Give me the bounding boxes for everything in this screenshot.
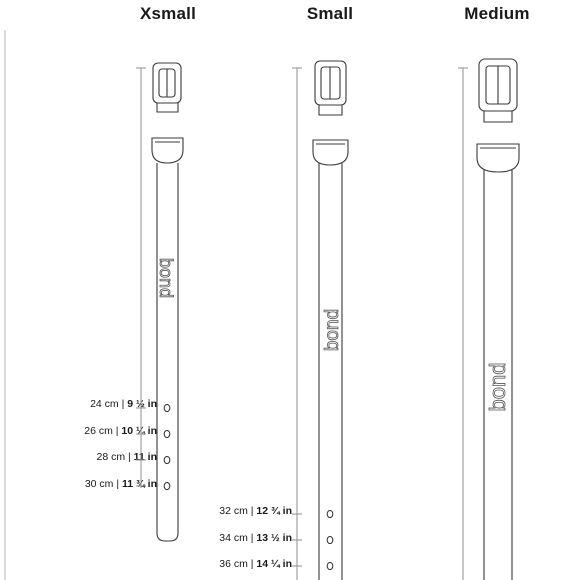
size-label: 30 cm | 11 ¾ in <box>84 478 157 490</box>
brand-logo-small: bond <box>322 308 343 352</box>
size-label: 34 cm | 13 ½ in <box>219 532 292 544</box>
size-label: 26 cm | 10 ¼ in <box>84 425 157 437</box>
collar-title-medium: Medium <box>464 4 530 23</box>
strap-xsmall <box>157 163 178 541</box>
collar-medium <box>458 59 519 580</box>
hole <box>164 482 170 489</box>
collar-title-small: Small <box>306 4 354 23</box>
size-label: 32 cm | 12 ¾ in <box>219 505 292 517</box>
hole <box>164 456 170 463</box>
hole <box>327 562 333 569</box>
hole <box>164 404 170 411</box>
brand-logo-medium: bond <box>485 362 510 412</box>
hole <box>327 536 333 543</box>
size-label: 28 cm | 11 in <box>96 451 157 463</box>
collar-xsmall <box>136 63 183 541</box>
brand-logo-xsmall: bond <box>156 257 176 299</box>
size-label: 36 cm | 14 ¼ in <box>219 558 292 570</box>
collar-title-xsmall: Xsmall <box>139 4 196 23</box>
hole <box>164 430 170 437</box>
hole <box>327 510 333 517</box>
size-label: 24 cm | 9 ½ in <box>90 398 157 410</box>
